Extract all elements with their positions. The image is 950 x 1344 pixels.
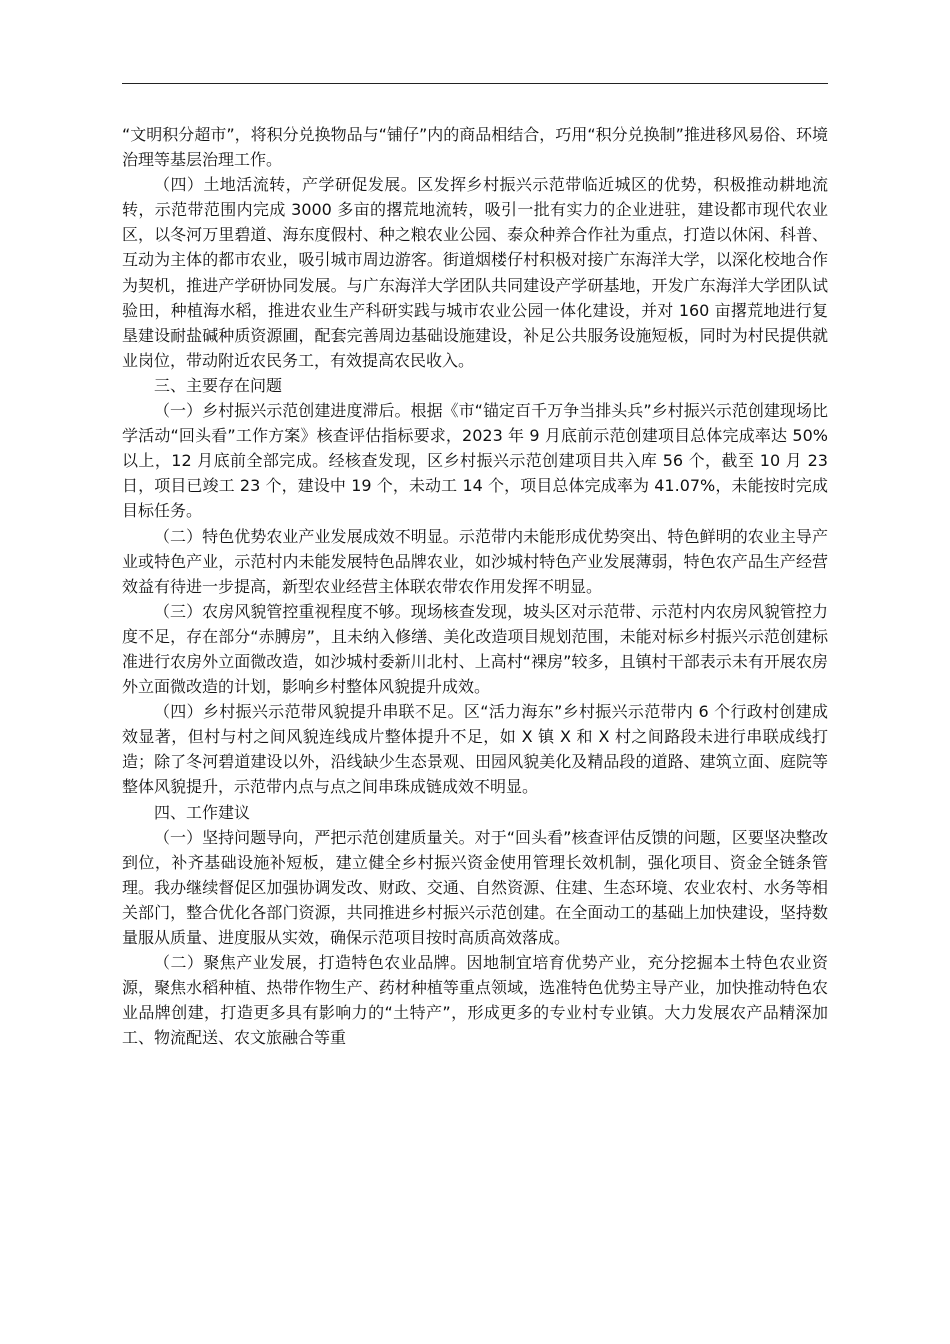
section-heading-problems: 三、主要存在问题 (154, 375, 283, 395)
section-heading-suggestions: 四、工作建议 (154, 802, 251, 822)
paragraph-land-transfer: （四）土地活流转，产学研促发展。区发挥乡村振兴示范带临近城区的优势，积极推动耕地流转，示范带范围内完成 3000 多亩的撂荒地流转，吸引一批有实力的企业进驻，建设都市现代农业区，以冬河万里碧道、海东度假村、种之粮农业公园、泰众种养合作社为重点，打造以休闲、科普、互动为主体的都市农业，吸引城市周边游客。街道烟楼仔村积极对接广东海洋大学，以深化校地合作为契机，推进产学研协同发展。与广东海洋大学团队共同建设产学研基地，开发广东海洋大学团队试验田，种植海水稻，推进农业生产科研实践与城市农业公园一体化建设，并对 160 亩撂荒地进行复垦建设耐盐碱种质资源圃，配套完善周边基础设施建设，补足公共服务设施短板，同时为村民提供就业岗位，带动附近农民务工，有效提高农民收入。 (122, 175, 828, 370)
paragraph-problem-oriented: （一）坚持问题导向，严把示范创建质量关。对于“回头看”核查评估反馈的问题，区要坚决整改到位，补齐基础设施补短板，建立健全乡村振兴资金使用管理长效机制，强化项目、资金全链条管理。我办继续督促区加强协调发改、财政、交通、自然资源、住建、生态环境、农业农村、水务等相关部门，整合优化各部门资源，共同推进乡村振兴示范创建。在全面动工的基础上加快建设，坚持数量服从质量、进度服从实效，确保示范项目按时高质高效落成。 (122, 827, 828, 947)
document-body (122, 122, 828, 1050)
paragraph-industry-weak: （二）特色优势农业产业发展成效不明显。示范带内未能形成优势突出、特色鲜明的农业主导产业或特色产业，示范村内未能发展特色品牌农业，如沙城村特色产业发展薄弱，特色农产品生产经营效益有待进一步提高，新型农业经营主体联农带农作用发挥不明显。 (122, 526, 828, 596)
paragraph-industry-brand: （二）聚焦产业发展，打造特色农业品牌。因地制宜培育优势产业，充分挖掘本土特色农业资源，聚焦水稻种植、热带作物生产、药材种植等重点领域，选准特色优势主导产业，加快推动特色农业品牌创建，打造更多具有影响力的“土特产”，形成更多的专业村专业镇。大力发展农产品精深加工、物流配送、农文旅融合等重 (122, 953, 828, 1048)
header-rule (122, 83, 828, 84)
paragraph-belt-linkage: （四）乡村振兴示范带风貌提升串联不足。区“活力海东”乡村振兴示范带内 6 个行政村创建成效显著，但村与村之间风貌连线成片整体提升不足，如 X 镇 X 和 X 村之间路段未进行串联成线打造；除了冬河碧道建设以外，沿线缺少生态景观、田园风貌美化及精品段的道路、建筑立面、庭院等整体风貌提升，示范带内点与点之间串珠成链成效不明显。 (122, 702, 828, 797)
paragraph-progress-lag: （一）乡村振兴示范创建进度滞后。根据《市“锚定百千万争当排头兵”乡村振兴示范创建现场比学活动“回头看”工作方案》核查评估指标要求，2023 年 9 月底前示范创建项目总体完成率达 50%以上，12 月底前全部完成。经核查发现，区乡村振兴示范创建项目共入库 56 个，截至 10 月 23 日，项目已竣工 23 个，建设中 19 个，未动工 14 个，项目总体完成率为 41.07%，未能按时完成目标任务。 (122, 401, 828, 521)
paragraph-housing-control: （三）农房风貌管控重视程度不够。现场核查发现，坡头区对示范带、示范村内农房风貌管控力度不足，存在部分“赤膊房”，且未纳入修缮、美化改造项目规划范围，未能对标乡村振兴示范创建标准进行农房外立面微改造，如沙城村委新川北村、上高村“裸房”较多，且镇村干部表示未有开展农房外立面微改造的计划，影响乡村整体风貌提升成效。 (122, 601, 828, 697)
paragraph-continuation: “文明积分超市”，将积分兑换物品与“铺仔”内的商品相结合，巧用“积分兑换制”推进移风易俗、环境治理等基层治理工作。 (122, 125, 828, 170)
